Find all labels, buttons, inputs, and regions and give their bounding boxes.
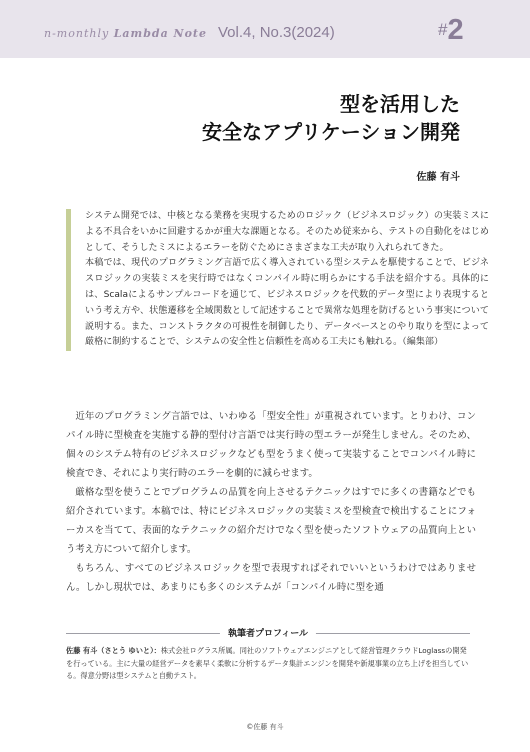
article-title-line1: 型を活用した [340,92,460,116]
profile-heading-row [66,626,470,640]
copyright-footer: ©佐藤 有斗 [246,723,284,731]
header-issue [438,14,464,47]
body-paragraph: 近年のプログラミング言語では、いわゆる「型安全性」が重視されています。とりわけ、コンパイル時に型検査を実施する静的型付け言語では実行時の型エラーが発生しません。そのため、個々のシステム特有のビジネスロジックなども型をうまく使って実装することでコンパイル時に検査でき、それにより実行時のエラーを劇的に減らせます。 [66,411,476,479]
author-profile [66,645,472,683]
article-author: 佐藤 有斗 [416,172,460,183]
abstract-paragraph: システム開発では、中核となる業務を実現するためのロジック（ビジネスロジック）の実装ミスによる不具合をいかに回避するかが重大な課題となる。そのため従来から、テストの自動化をはじめとして、そうしたミスによるエラーを防ぐためにさまざまな工夫が取り入れられてきた。 [85,211,489,253]
profile-heading: 執筆者プロフィール [220,626,316,639]
header-series [44,27,207,40]
header-series-name: Lambda Note [113,27,207,40]
author-profile-description: 株式会社ログラス所属。同社のソフトウェアエンジニアとして経営管理クラウドLoglassの開発を行っている。主に大量の経営データを素早く柔軟に分析するデータ集計エンジンを開発や新規事業の立ち上げを担当している。得意分野は型システムと自動テスト。 [66,646,469,680]
article-title-line2: 安全なアプリケーション開発 [202,120,460,144]
abstract-paragraph: 本稿では、現代のプログラミング言語で広く導入されている型システムを駆使することで、ビジネスロジックの実装ミスを実行時ではなくコンパイル時に明らかにする手法を紹介する。具体的には、Scalaによるサンプルコードを通じて、ビジネスロジックを代数的データ型により表現するという考え方や、状態遷移を全域関数として記述することで異常な処理を防げるという事実について説明する。また、コンストラクタの可視性を制御したり、データベースとのやり取りを型によって厳格に制約することで、システムの安全性と信頼性を高める工夫にも触れる。（編集部） [85,258,489,348]
author-profile-text [66,645,472,683]
header-series-prefix: n-monthly [44,27,110,40]
abstract [66,209,489,351]
issue-number: 2 [447,14,464,46]
body-paragraph: もちろん、すべてのビジネスロジックを型で表現すればそれでいいというわけではありません。しかし現状では、あまりにも多くのシステムが「コンパイル時に型を通 [66,563,476,593]
header-volume: Vol.4, No.3(2024) [218,24,335,41]
body-paragraph: 厳格な型を使うことでプログラムの品質を向上させるテクニックはすでに多くの書籍などでも紹介されています。本稿では、特にビジネスロジックの実装ミスを型検査で検出することにフォーカスを当てて、表面的なテクニックの紹介だけでなく型を使ったソフトウェアの品質向上という考え方について紹介します。 [66,487,476,555]
author-profile-name: 佐藤 有斗（さとう ゆいと）： [66,646,161,655]
article-title [202,90,460,146]
body-text [66,407,476,597]
issue-hash: # [438,20,448,39]
